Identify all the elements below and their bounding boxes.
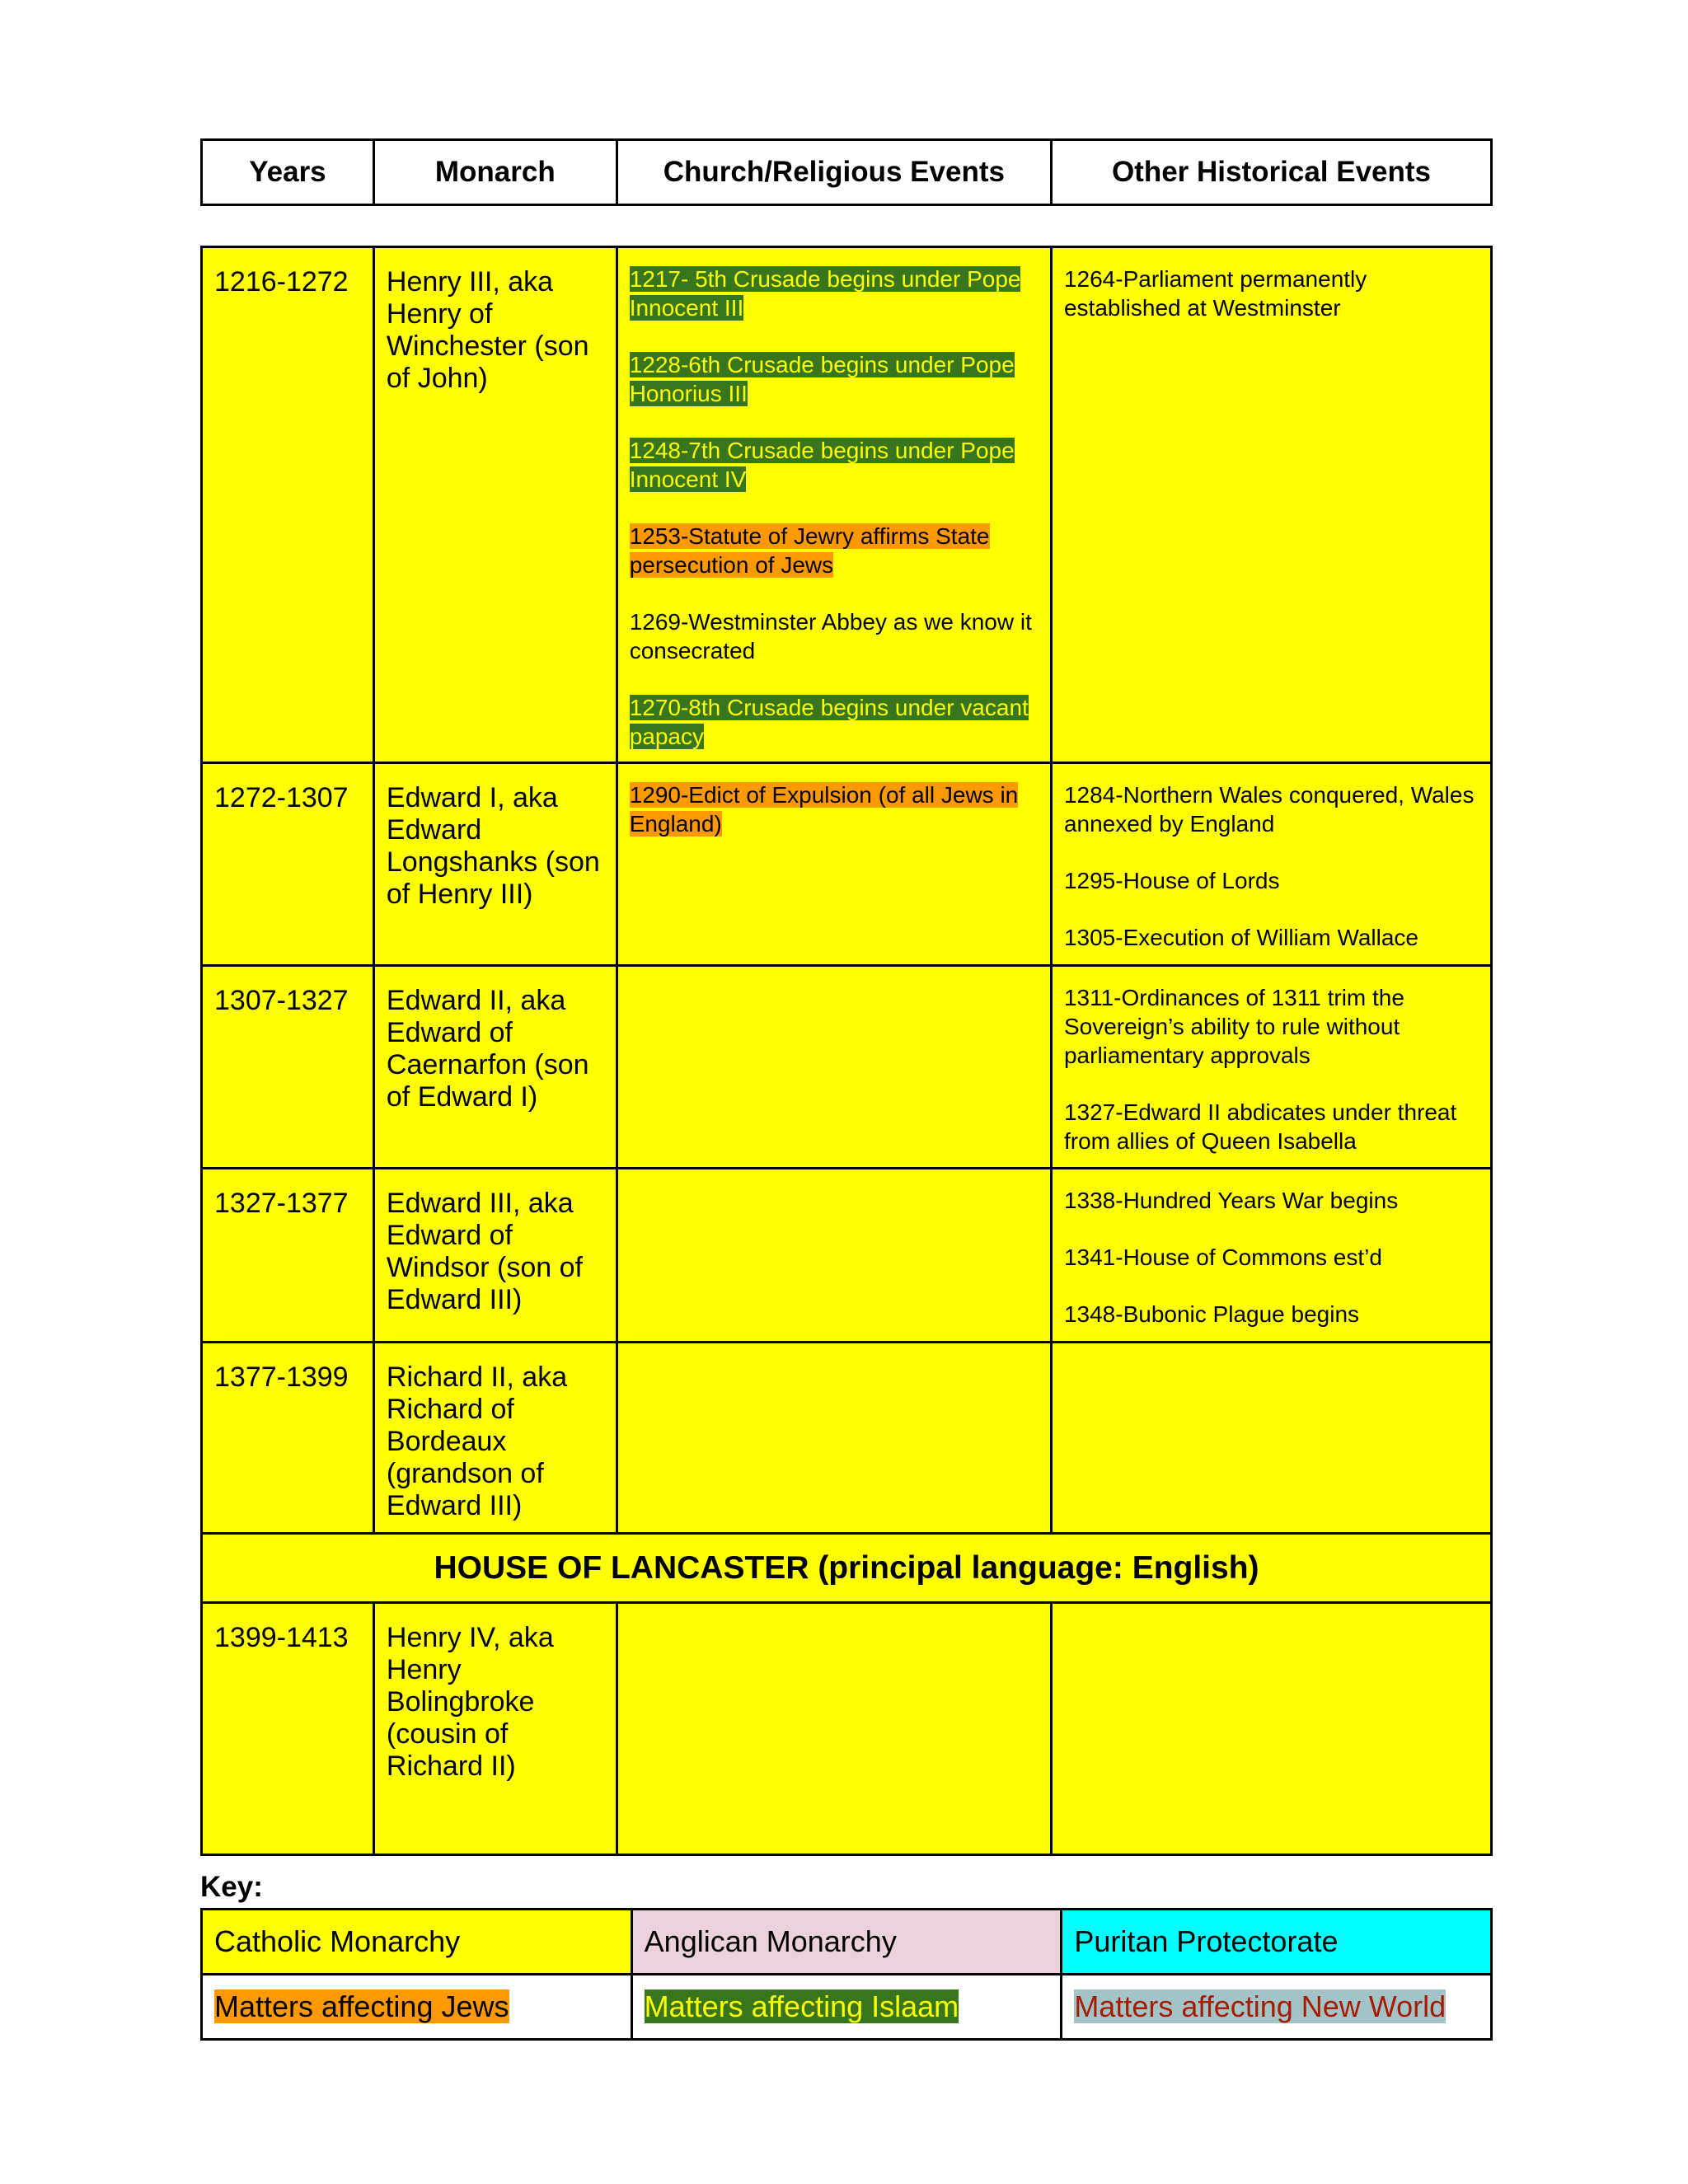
church-event bbox=[630, 522, 1039, 579]
key-new-world-label: Matters affecting New World bbox=[1074, 1990, 1447, 2023]
other-events-cell bbox=[1051, 1169, 1491, 1343]
church-event-text: 1270-8th Crusade begins under vacant papacy bbox=[629, 695, 1029, 749]
other-event-text: 1348-Bubonic Plague begins bbox=[1063, 1301, 1360, 1327]
years-cell: 1377-1399 bbox=[202, 1343, 374, 1534]
key-jews-label: Matters affecting Jews bbox=[214, 1990, 509, 2023]
key-new-world bbox=[1062, 1975, 1492, 2040]
church-events-cell bbox=[617, 247, 1051, 763]
other-event bbox=[1064, 1300, 1479, 1329]
years-cell: 1327-1377 bbox=[202, 1169, 374, 1343]
other-event-text: 1264-Parliament permanently established at Westminster bbox=[1063, 266, 1367, 321]
church-event-text: 1253-Statute of Jewry affirms State persecution of Jews bbox=[629, 523, 990, 578]
church-events-cell bbox=[617, 1603, 1051, 1855]
table-row bbox=[202, 247, 1492, 763]
other-events-cell bbox=[1051, 763, 1491, 966]
other-event-text: 1327-Edward II abdicates under threat from allies of Queen Isabella bbox=[1063, 1099, 1457, 1154]
monarch-cell: Henry III, aka Henry of Winchester (son of John) bbox=[373, 247, 617, 763]
key-label: Key: bbox=[200, 1871, 263, 1903]
church-event bbox=[630, 436, 1039, 494]
church-events-cell bbox=[617, 1169, 1051, 1343]
other-events-cell bbox=[1051, 1343, 1491, 1534]
other-event bbox=[1064, 265, 1479, 322]
other-event bbox=[1064, 780, 1479, 838]
key-catholic: Catholic Monarchy bbox=[202, 1910, 632, 1975]
church-events-cell bbox=[617, 1343, 1051, 1534]
other-events-cell bbox=[1051, 247, 1491, 763]
other-event-text: 1295-House of Lords bbox=[1063, 868, 1280, 893]
other-event bbox=[1064, 1186, 1479, 1215]
church-event bbox=[630, 350, 1039, 408]
other-event-text: 1341-House of Commons est’d bbox=[1063, 1244, 1382, 1270]
years-cell: 1272-1307 bbox=[202, 763, 374, 966]
church-event bbox=[630, 265, 1039, 322]
church-event-text: 1217- 5th Crusade begins under Pope Innocent III bbox=[629, 266, 1021, 321]
other-event bbox=[1064, 983, 1479, 1070]
table-row bbox=[202, 1343, 1492, 1534]
key-puritan: Puritan Protectorate bbox=[1062, 1910, 1492, 1975]
monarch-cell: Edward III, aka Edward of Windsor (son of Edward III) bbox=[373, 1169, 617, 1343]
other-event bbox=[1064, 1243, 1479, 1272]
monarch-cell: Henry IV, aka Henry Bolingbroke (cousin of Richard II) bbox=[373, 1603, 617, 1855]
church-events-cell bbox=[617, 763, 1051, 966]
church-event-text: 1248-7th Crusade begins under Pope Innocent IV bbox=[629, 438, 1015, 492]
other-events-cell bbox=[1051, 1603, 1491, 1855]
house-band-row bbox=[202, 1534, 1492, 1603]
church-event-text: 1290-Edict of Expulsion (of all Jews in England) bbox=[629, 782, 1019, 837]
church-event bbox=[630, 607, 1039, 665]
header-other-events: Other Historical Events bbox=[1051, 140, 1491, 205]
church-event bbox=[630, 780, 1039, 838]
key-islam bbox=[631, 1975, 1062, 2040]
years-cell: 1216-1272 bbox=[202, 247, 374, 763]
years-cell: 1399-1413 bbox=[202, 1603, 374, 1855]
monarchs-table bbox=[200, 246, 1493, 1856]
other-event bbox=[1064, 1098, 1479, 1155]
header-years: Years bbox=[202, 140, 374, 205]
header-church-events: Church/Religious Events bbox=[617, 140, 1051, 205]
monarch-cell: Edward II, aka Edward of Caernarfon (son of Edward I) bbox=[373, 966, 617, 1169]
key-jews bbox=[202, 1975, 632, 2040]
other-event-text: 1338-Hundred Years War begins bbox=[1063, 1188, 1399, 1213]
other-events-cell bbox=[1051, 966, 1491, 1169]
other-event bbox=[1064, 866, 1479, 895]
table-row bbox=[202, 763, 1492, 966]
monarch-cell: Richard II, aka Richard of Bordeaux (grandson of Edward III) bbox=[373, 1343, 617, 1534]
church-event bbox=[630, 693, 1039, 751]
church-event-text: 1269-Westminster Abbey as we know it consecrated bbox=[629, 609, 1032, 663]
key-islam-label: Matters affecting Islaam bbox=[644, 1990, 959, 2023]
years-cell: 1307-1327 bbox=[202, 966, 374, 1169]
other-event-text: 1311-Ordinances of 1311 trim the Sovereign’s ability to rule without parliamentary approvals bbox=[1063, 985, 1404, 1068]
house-of-lancaster-heading: HOUSE OF LANCASTER (principal language: English) bbox=[202, 1534, 1492, 1603]
header-table bbox=[200, 138, 1493, 206]
other-event-text: 1305-Execution of William Wallace bbox=[1063, 925, 1418, 950]
monarch-cell: Edward I, aka Edward Longshanks (son of Henry III) bbox=[373, 763, 617, 966]
church-events-cell bbox=[617, 966, 1051, 1169]
table-row bbox=[202, 1603, 1492, 1855]
key-anglican: Anglican Monarchy bbox=[631, 1910, 1062, 1975]
header-monarch: Monarch bbox=[373, 140, 617, 205]
table-row bbox=[202, 1169, 1492, 1343]
other-event-text: 1284-Northern Wales conquered, Wales annexed by England bbox=[1063, 782, 1475, 837]
other-event bbox=[1064, 923, 1479, 952]
key-table bbox=[200, 1908, 1493, 2041]
table-row bbox=[202, 966, 1492, 1169]
church-event-text: 1228-6th Crusade begins under Pope Honorius III bbox=[629, 352, 1015, 406]
